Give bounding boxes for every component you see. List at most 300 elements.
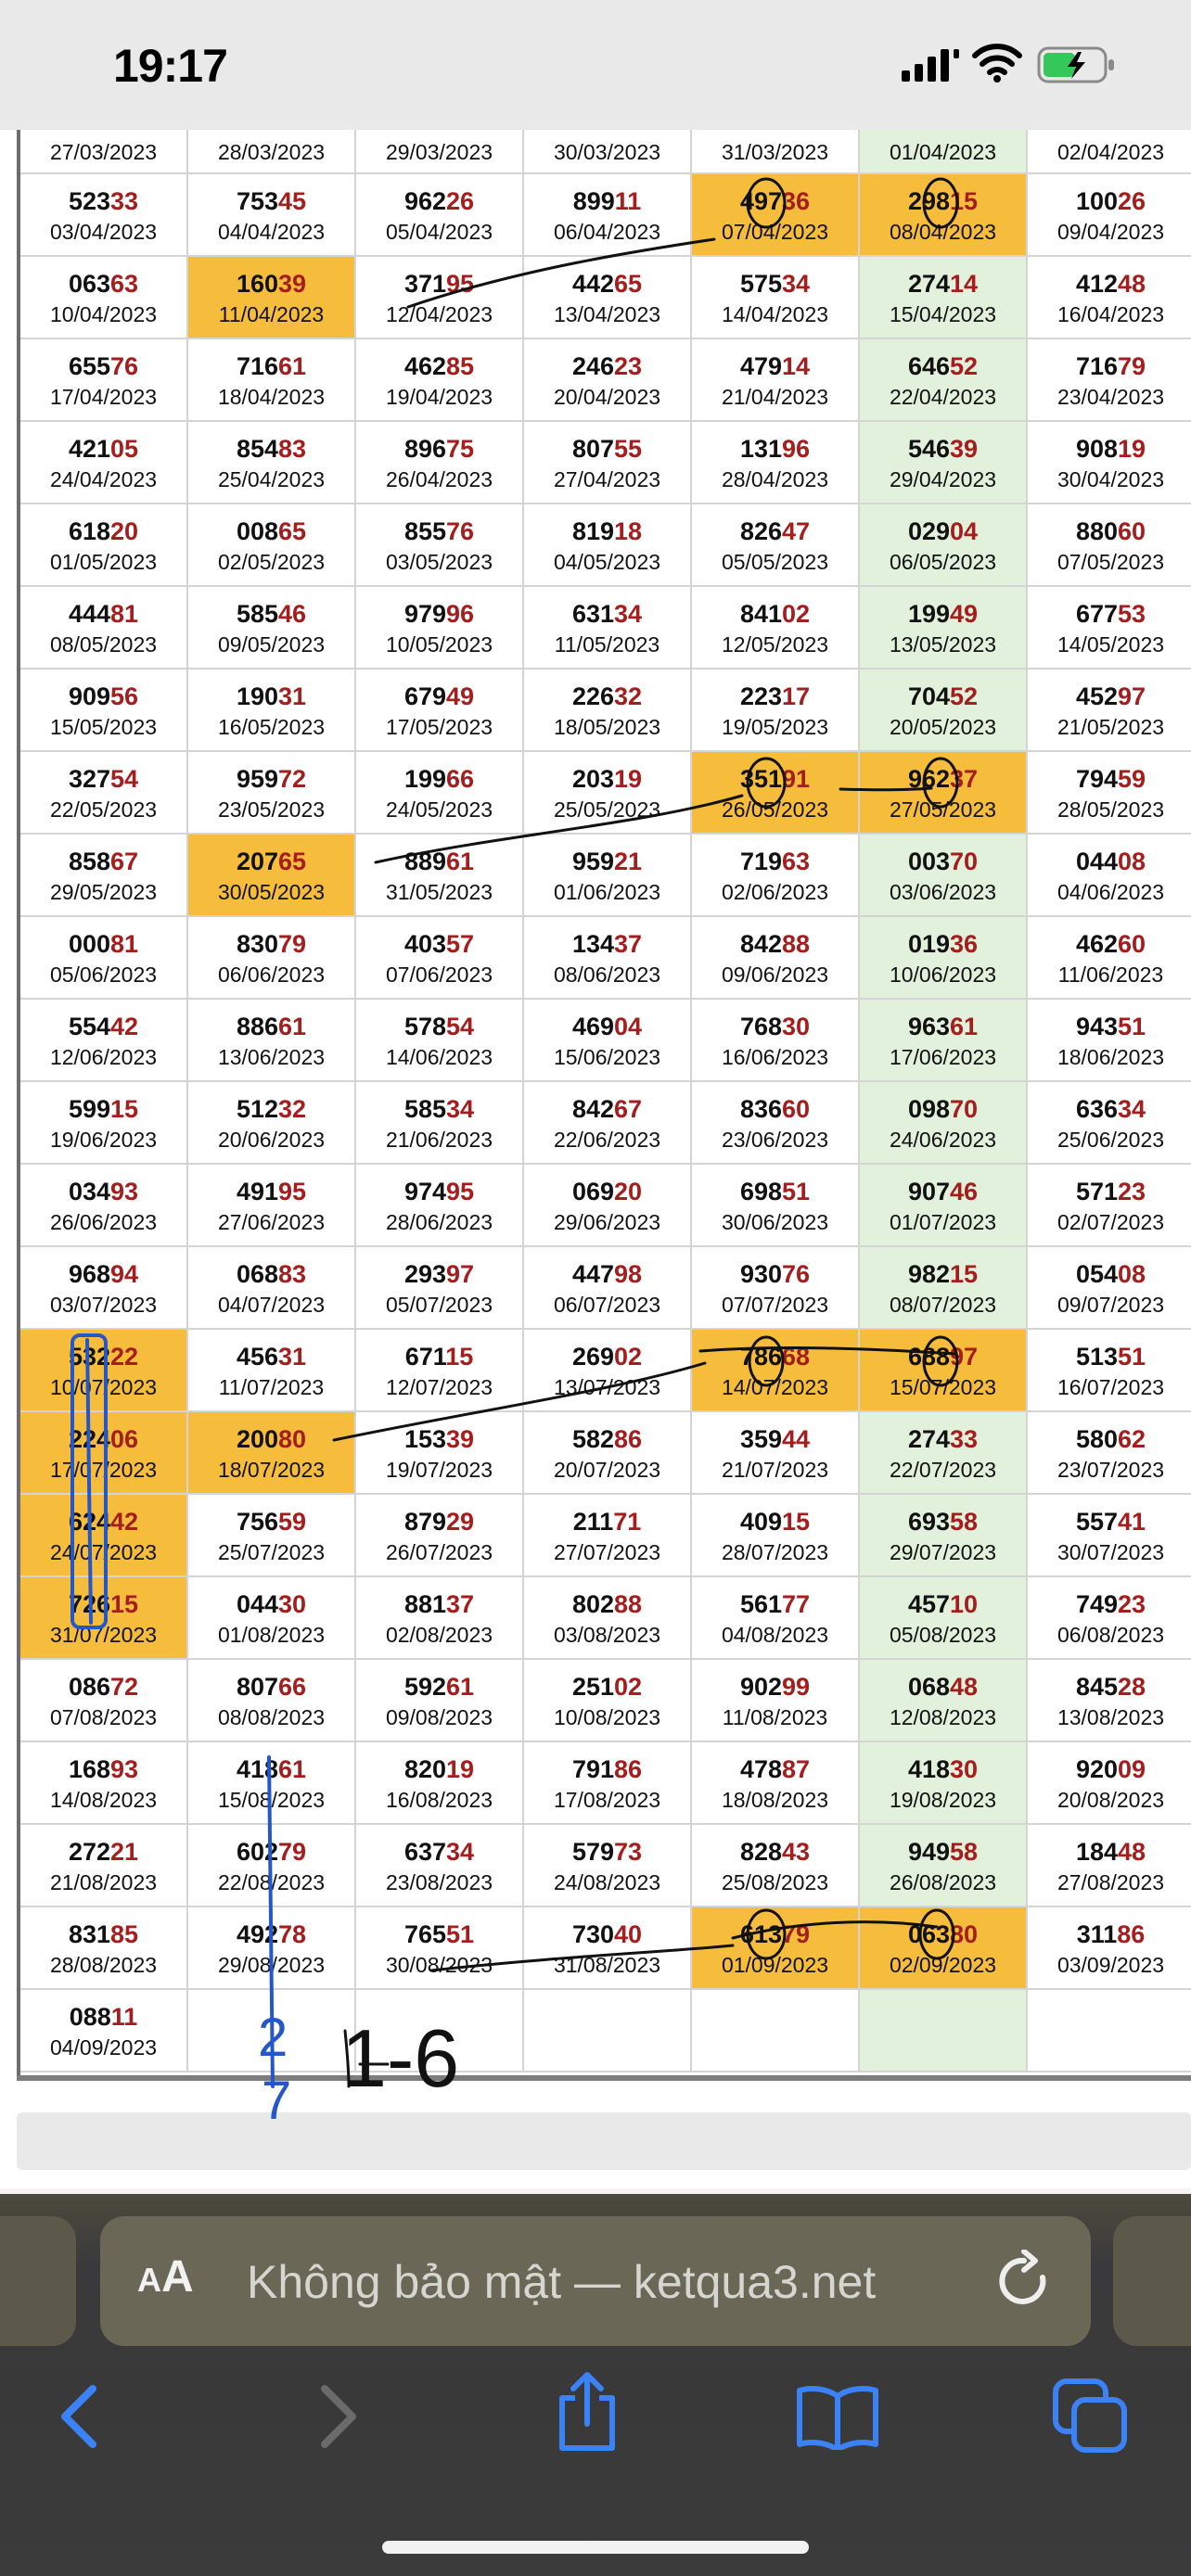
result-cell <box>20 1742 188 1823</box>
result-number-head: 704 <box>907 682 950 710</box>
header-date-cell <box>860 130 1028 172</box>
result-number <box>20 846 186 877</box>
result-number-tail: 08 <box>1118 1260 1146 1288</box>
result-number-head: 962 <box>907 765 950 793</box>
result-cell <box>692 670 860 750</box>
result-date: 15/04/2023 <box>889 302 997 326</box>
result-date: 09/07/2023 <box>1057 1293 1165 1317</box>
result-number-tail: 40 <box>614 1920 643 1948</box>
result-number-tail: 79 <box>782 1920 811 1948</box>
result-cell <box>524 587 692 668</box>
result-number-head: 029 <box>907 517 950 545</box>
result-number-head: 211 <box>572 1508 614 1536</box>
result-cell <box>860 587 1028 668</box>
result-date: 04/09/2023 <box>49 2035 158 2060</box>
result-number-head: 351 <box>739 765 782 793</box>
result-cell <box>356 257 524 338</box>
result-number-head: 585 <box>403 1095 446 1123</box>
result-date: 30/07/2023 <box>1057 1540 1165 1564</box>
result-number-head: 442 <box>571 270 614 298</box>
result-number <box>860 1011 1026 1042</box>
result-number-tail: 61 <box>278 1013 307 1040</box>
result-number <box>1028 1506 1191 1537</box>
result-cell <box>188 1082 356 1163</box>
result-date: 03/04/2023 <box>49 220 158 244</box>
result-date: 11/04/2023 <box>218 302 325 326</box>
result-number-tail: 04 <box>614 1013 643 1040</box>
result-date: 14/05/2023 <box>1057 632 1165 657</box>
result-cell <box>20 422 188 503</box>
result-number-tail: 26 <box>446 187 475 215</box>
result-number-tail: 48 <box>950 1673 979 1701</box>
result-number-tail: 20 <box>110 517 139 545</box>
result-date: 23/04/2023 <box>1057 385 1165 409</box>
results-table <box>17 130 1191 2080</box>
result-date: 22/08/2023 <box>217 1870 326 1894</box>
result-number-tail: 14 <box>782 352 811 380</box>
result-cell <box>356 339 524 420</box>
result-date: 23/06/2023 <box>721 1128 829 1152</box>
result-cell <box>356 1495 524 1575</box>
result-cell <box>860 1000 1028 1080</box>
result-cell-highlighted <box>188 1412 356 1493</box>
result-number-head: 679 <box>403 682 446 710</box>
result-number-head: 274 <box>907 270 950 298</box>
result-number <box>188 681 354 712</box>
result-number-head: 469 <box>571 1013 614 1040</box>
result-date: 03/09/2023 <box>1057 1953 1165 1977</box>
result-number-head: 478 <box>739 1755 782 1783</box>
result-number <box>524 1919 690 1950</box>
result-cell <box>1028 1660 1191 1741</box>
result-date: 05/08/2023 <box>889 1623 997 1647</box>
result-number <box>524 1753 690 1785</box>
result-number-head: 068 <box>236 1260 278 1288</box>
result-date: 12/07/2023 <box>385 1375 493 1399</box>
result-cell <box>356 835 524 915</box>
result-number-tail: 31 <box>278 682 307 710</box>
result-number <box>524 1588 690 1620</box>
result-date: 18/06/2023 <box>1057 1045 1165 1069</box>
result-number-tail: 15 <box>110 1095 139 1123</box>
result-number-tail: 32 <box>278 1095 307 1123</box>
result-cell <box>860 504 1028 585</box>
result-number <box>860 1176 1026 1207</box>
result-date: 25/07/2023 <box>217 1540 326 1564</box>
result-date: 29/06/2023 <box>553 1210 661 1234</box>
result-number-head: 599 <box>68 1095 110 1123</box>
result-number <box>1028 1176 1191 1207</box>
result-number <box>692 1753 858 1785</box>
result-cell <box>524 1907 692 1988</box>
result-number-tail: 37 <box>950 765 979 793</box>
result-date: 06/08/2023 <box>1057 1623 1165 1647</box>
signal-icon <box>902 48 961 82</box>
result-date: 07/06/2023 <box>385 963 493 987</box>
result-cell <box>356 917 524 998</box>
result-number-tail: 85 <box>446 352 475 380</box>
result-number-tail: 94 <box>110 1260 139 1288</box>
result-date: 18/07/2023 <box>217 1458 326 1482</box>
result-date: 24/07/2023 <box>49 1540 158 1564</box>
result-number-head: 889 <box>403 848 446 875</box>
back-icon[interactable] <box>56 2383 102 2450</box>
result-number-head: 512 <box>236 1095 278 1123</box>
result-number-head: 418 <box>236 1755 278 1783</box>
header-date: 30/03/2023 <box>553 140 661 164</box>
result-date: 21/05/2023 <box>1057 715 1165 739</box>
table-row <box>20 587 1191 670</box>
previous-tab-peek[interactable] <box>0 2216 76 2346</box>
result-number-head: 068 <box>907 1673 950 1701</box>
result-number-tail: 86 <box>1117 1920 1146 1948</box>
result-number-tail: 61 <box>446 848 475 875</box>
result-number-tail: 95 <box>446 1178 475 1205</box>
result-number-head: 069 <box>571 1178 614 1205</box>
result-date: 25/06/2023 <box>1057 1128 1165 1152</box>
table-row <box>20 1247 1191 1330</box>
result-number-head: 880 <box>1075 517 1118 545</box>
result-date: 27/04/2023 <box>553 467 661 491</box>
result-number-head: 269 <box>571 1343 614 1371</box>
result-number-tail: 55 <box>614 435 643 463</box>
result-number <box>524 1093 690 1125</box>
result-number-head: 902 <box>739 1673 782 1701</box>
result-date: 06/06/2023 <box>217 963 326 987</box>
result-date: 16/05/2023 <box>217 715 326 739</box>
result-date: 26/07/2023 <box>385 1540 493 1564</box>
result-number-head: 749 <box>1075 1590 1118 1618</box>
result-date: 08/08/2023 <box>217 1705 326 1729</box>
result-number-tail: 30 <box>278 1590 307 1618</box>
result-number <box>692 1258 858 1290</box>
result-number-tail: 81 <box>110 930 139 958</box>
result-number <box>356 763 522 795</box>
result-date: 16/06/2023 <box>721 1045 829 1069</box>
result-cell <box>188 1660 356 1741</box>
result-number <box>356 351 522 382</box>
result-number <box>692 598 858 630</box>
result-number <box>692 846 858 877</box>
result-number-head: 462 <box>403 352 446 380</box>
result-number-head: 819 <box>571 517 614 545</box>
result-cell-highlighted <box>188 1990 356 2071</box>
result-cell <box>692 257 860 338</box>
result-number-head: 698 <box>739 1178 782 1205</box>
result-number-tail: 88 <box>782 930 811 958</box>
result-number-tail: 28 <box>1118 1673 1146 1701</box>
result-number-tail: 75 <box>446 435 475 463</box>
result-date: 14/07/2023 <box>721 1375 829 1399</box>
result-cell <box>524 339 692 420</box>
result-date: 13/04/2023 <box>553 302 661 326</box>
result-number-head: 359 <box>739 1425 782 1453</box>
result-number-head: 098 <box>907 1095 950 1123</box>
result-cell <box>356 752 524 833</box>
result-number <box>860 1341 1026 1372</box>
result-number-head: 160 <box>236 270 278 298</box>
result-number <box>356 681 522 712</box>
result-number <box>188 928 354 960</box>
result-number-head: 716 <box>1075 352 1118 380</box>
result-number-tail: 61 <box>278 352 307 380</box>
result-cell <box>524 1660 692 1741</box>
result-number <box>20 1836 186 1868</box>
result-number-tail: 57 <box>446 930 475 958</box>
result-number <box>20 268 186 300</box>
result-cell <box>860 670 1028 750</box>
result-number-tail: 18 <box>614 517 643 545</box>
result-cell <box>356 1082 524 1163</box>
result-date: 14/06/2023 <box>385 1045 493 1069</box>
result-number-head: 907 <box>907 1178 950 1205</box>
result-number-head: 807 <box>236 1673 278 1701</box>
result-number-head: 949 <box>907 1838 950 1866</box>
result-number-head: 688 <box>907 1343 950 1371</box>
result-number <box>692 1836 858 1868</box>
result-number-head: 896 <box>403 435 446 463</box>
result-cell <box>20 1247 188 1328</box>
result-date: 22/06/2023 <box>553 1128 661 1152</box>
result-number-tail: 17 <box>782 682 811 710</box>
result-number-head: 582 <box>571 1425 614 1453</box>
table-row <box>20 257 1191 339</box>
result-number <box>1028 1588 1191 1620</box>
result-number-head: 000 <box>68 930 110 958</box>
result-number-head: 546 <box>907 435 950 463</box>
result-date: 13/06/2023 <box>217 1045 326 1069</box>
result-number-head: 561 <box>739 1590 782 1618</box>
page-footer-band <box>17 2112 1191 2170</box>
result-number <box>20 763 186 795</box>
header-date: 01/04/2023 <box>889 140 997 164</box>
result-number-tail: 70 <box>950 1095 979 1123</box>
result-date: 07/04/2023 <box>721 220 829 244</box>
result-date: 13/08/2023 <box>1057 1705 1165 1729</box>
result-number <box>20 1176 186 1207</box>
result-cell <box>188 504 356 585</box>
result-number-head: 168 <box>68 1755 110 1783</box>
result-cell <box>692 835 860 915</box>
result-number <box>860 351 1026 382</box>
result-number <box>692 1919 858 1950</box>
result-cell <box>356 1990 524 2071</box>
result-date: 04/06/2023 <box>1057 880 1165 904</box>
result-date: 17/04/2023 <box>49 385 158 409</box>
result-number-head: 756 <box>236 1508 278 1536</box>
result-number-head: 830 <box>236 930 278 958</box>
result-number-head: 418 <box>907 1755 950 1783</box>
result-number-head: 479 <box>739 352 782 380</box>
result-number-head: 786 <box>739 1343 782 1371</box>
results-grid <box>20 130 1191 2072</box>
result-number <box>188 351 354 382</box>
result-cell <box>860 1247 1028 1328</box>
result-number-head: 716 <box>236 352 278 380</box>
result-number <box>524 516 690 547</box>
result-cell <box>1028 174 1191 255</box>
result-number <box>692 763 858 795</box>
result-cell <box>860 1742 1028 1823</box>
result-number-head: 858 <box>68 848 110 875</box>
result-number <box>860 1093 1026 1125</box>
result-cell-highlighted <box>20 1577 188 1658</box>
table-row <box>20 339 1191 422</box>
result-date: 29/04/2023 <box>889 467 997 491</box>
result-number-tail: 71 <box>613 1508 642 1536</box>
result-number <box>188 1588 354 1620</box>
result-number-head: 403 <box>403 930 446 958</box>
table-row <box>20 752 1191 835</box>
result-number <box>20 598 186 630</box>
result-number <box>20 681 186 712</box>
result-date: 09/06/2023 <box>721 963 829 987</box>
result-date: 09/08/2023 <box>385 1705 493 1729</box>
result-number <box>188 1671 354 1702</box>
result-number <box>356 1341 522 1372</box>
result-date: 27/06/2023 <box>217 1210 326 1234</box>
result-date: 05/04/2023 <box>385 220 493 244</box>
result-number-head: 199 <box>403 765 446 793</box>
forward-icon[interactable] <box>315 2383 362 2450</box>
result-number-head: 575 <box>739 270 782 298</box>
result-cell-highlighted <box>860 1330 1028 1410</box>
result-cell <box>524 1742 692 1823</box>
result-number <box>20 1753 186 1785</box>
result-date: 08/06/2023 <box>553 963 661 987</box>
result-cell <box>188 1247 356 1328</box>
result-number <box>692 516 858 547</box>
result-number-tail: 51 <box>1118 1013 1146 1040</box>
result-cell <box>188 339 356 420</box>
result-number-tail: 93 <box>110 1755 139 1783</box>
result-number <box>524 268 690 300</box>
result-number <box>188 1506 354 1537</box>
result-date: 31/07/2023 <box>49 1623 158 1647</box>
result-number-head: 613 <box>739 1920 782 1948</box>
result-number <box>1028 763 1191 795</box>
result-number <box>356 516 522 547</box>
result-number-tail: 76 <box>446 517 475 545</box>
result-cell-highlighted <box>860 174 1028 255</box>
result-number <box>524 351 690 382</box>
result-date: 20/04/2023 <box>553 385 661 409</box>
result-number-head: 802 <box>571 1590 614 1618</box>
table-row <box>20 1000 1191 1082</box>
result-number-tail: 58 <box>950 1508 979 1536</box>
result-date: 01/05/2023 <box>49 550 158 574</box>
home-indicator[interactable] <box>382 2541 809 2554</box>
result-number-tail: 34 <box>446 1095 475 1123</box>
result-number-head: 968 <box>68 1260 110 1288</box>
bookmarks-icon[interactable] <box>796 2383 879 2450</box>
result-cell <box>1028 1990 1191 2071</box>
table-row <box>20 1742 1191 1825</box>
result-number <box>524 1423 690 1455</box>
result-number-head: 765 <box>403 1920 446 1948</box>
result-number-tail: 97 <box>1118 682 1146 710</box>
share-icon[interactable] <box>555 2370 620 2454</box>
result-number-tail: 79 <box>278 930 307 958</box>
result-number <box>188 1836 354 1868</box>
result-number-tail: 87 <box>782 1755 811 1783</box>
result-date: 10/07/2023 <box>49 1375 158 1399</box>
result-number <box>860 185 1026 217</box>
result-cell <box>524 1330 692 1410</box>
result-number-tail: 96 <box>782 435 811 463</box>
result-number-tail: 61 <box>446 1673 475 1701</box>
result-date: 06/05/2023 <box>889 550 997 574</box>
result-date: 21/04/2023 <box>721 385 829 409</box>
result-date: 19/05/2023 <box>721 715 829 739</box>
result-number-head: 791 <box>571 1755 614 1783</box>
result-number-head: 578 <box>403 1013 446 1040</box>
address-bar[interactable] <box>100 2216 1091 2346</box>
result-number <box>860 763 1026 795</box>
result-date: 14/08/2023 <box>49 1788 158 1812</box>
result-number-tail: 06 <box>110 1425 139 1453</box>
result-number-tail: 65 <box>278 517 307 545</box>
result-cell <box>188 1577 356 1658</box>
result-number-head: 412 <box>1075 270 1118 298</box>
result-number <box>1028 928 1191 960</box>
table-bottom-border <box>17 2075 1191 2081</box>
result-number <box>1028 681 1191 712</box>
result-number-tail: 60 <box>1118 930 1146 958</box>
result-number-tail: 43 <box>782 1838 811 1866</box>
reload-icon[interactable] <box>996 2250 1052 2311</box>
result-number-tail: 86 <box>614 1755 643 1783</box>
result-number <box>860 1753 1026 1785</box>
result-number-tail: 33 <box>110 187 139 215</box>
result-number-tail: 15 <box>782 1508 811 1536</box>
result-date: 10/08/2023 <box>553 1705 661 1729</box>
result-cell <box>20 670 188 750</box>
next-tab-peek[interactable] <box>1113 2216 1191 2346</box>
result-cell <box>860 1082 1028 1163</box>
result-number-tail: 48 <box>1118 1838 1146 1866</box>
result-date: 04/05/2023 <box>553 550 661 574</box>
result-number-tail: 14 <box>950 270 979 298</box>
result-number-tail: 97 <box>446 1260 475 1288</box>
result-number <box>860 1258 1026 1290</box>
text-size-icon[interactable]: AA <box>137 2252 194 2302</box>
result-date: 11/07/2023 <box>218 1375 325 1399</box>
result-date: 07/07/2023 <box>721 1293 829 1317</box>
ink-range: 1-6 <box>341 2012 460 2104</box>
result-date: 21/07/2023 <box>721 1458 829 1482</box>
result-cell <box>356 1247 524 1328</box>
table-row <box>20 504 1191 587</box>
result-date: 23/05/2023 <box>217 797 326 822</box>
result-number-tail: 59 <box>278 1508 307 1536</box>
result-number-head: 585 <box>236 600 278 628</box>
result-date: 29/08/2023 <box>217 1953 326 1977</box>
result-number-tail: 42 <box>110 1013 139 1040</box>
result-cell <box>1028 504 1191 585</box>
result-cell <box>356 1412 524 1493</box>
tabs-icon[interactable] <box>1052 2378 1130 2455</box>
result-number-head: 842 <box>571 1095 614 1123</box>
result-date: 02/06/2023 <box>721 880 829 904</box>
url-text[interactable]: Không bảo mật — ketqua3.net <box>247 2256 877 2308</box>
result-number-head: 618 <box>68 517 110 545</box>
table-row <box>20 1412 1191 1495</box>
result-number-head: 251 <box>571 1673 614 1701</box>
result-number <box>860 846 1026 877</box>
result-number <box>20 185 186 217</box>
result-date: 26/08/2023 <box>889 1870 997 1894</box>
